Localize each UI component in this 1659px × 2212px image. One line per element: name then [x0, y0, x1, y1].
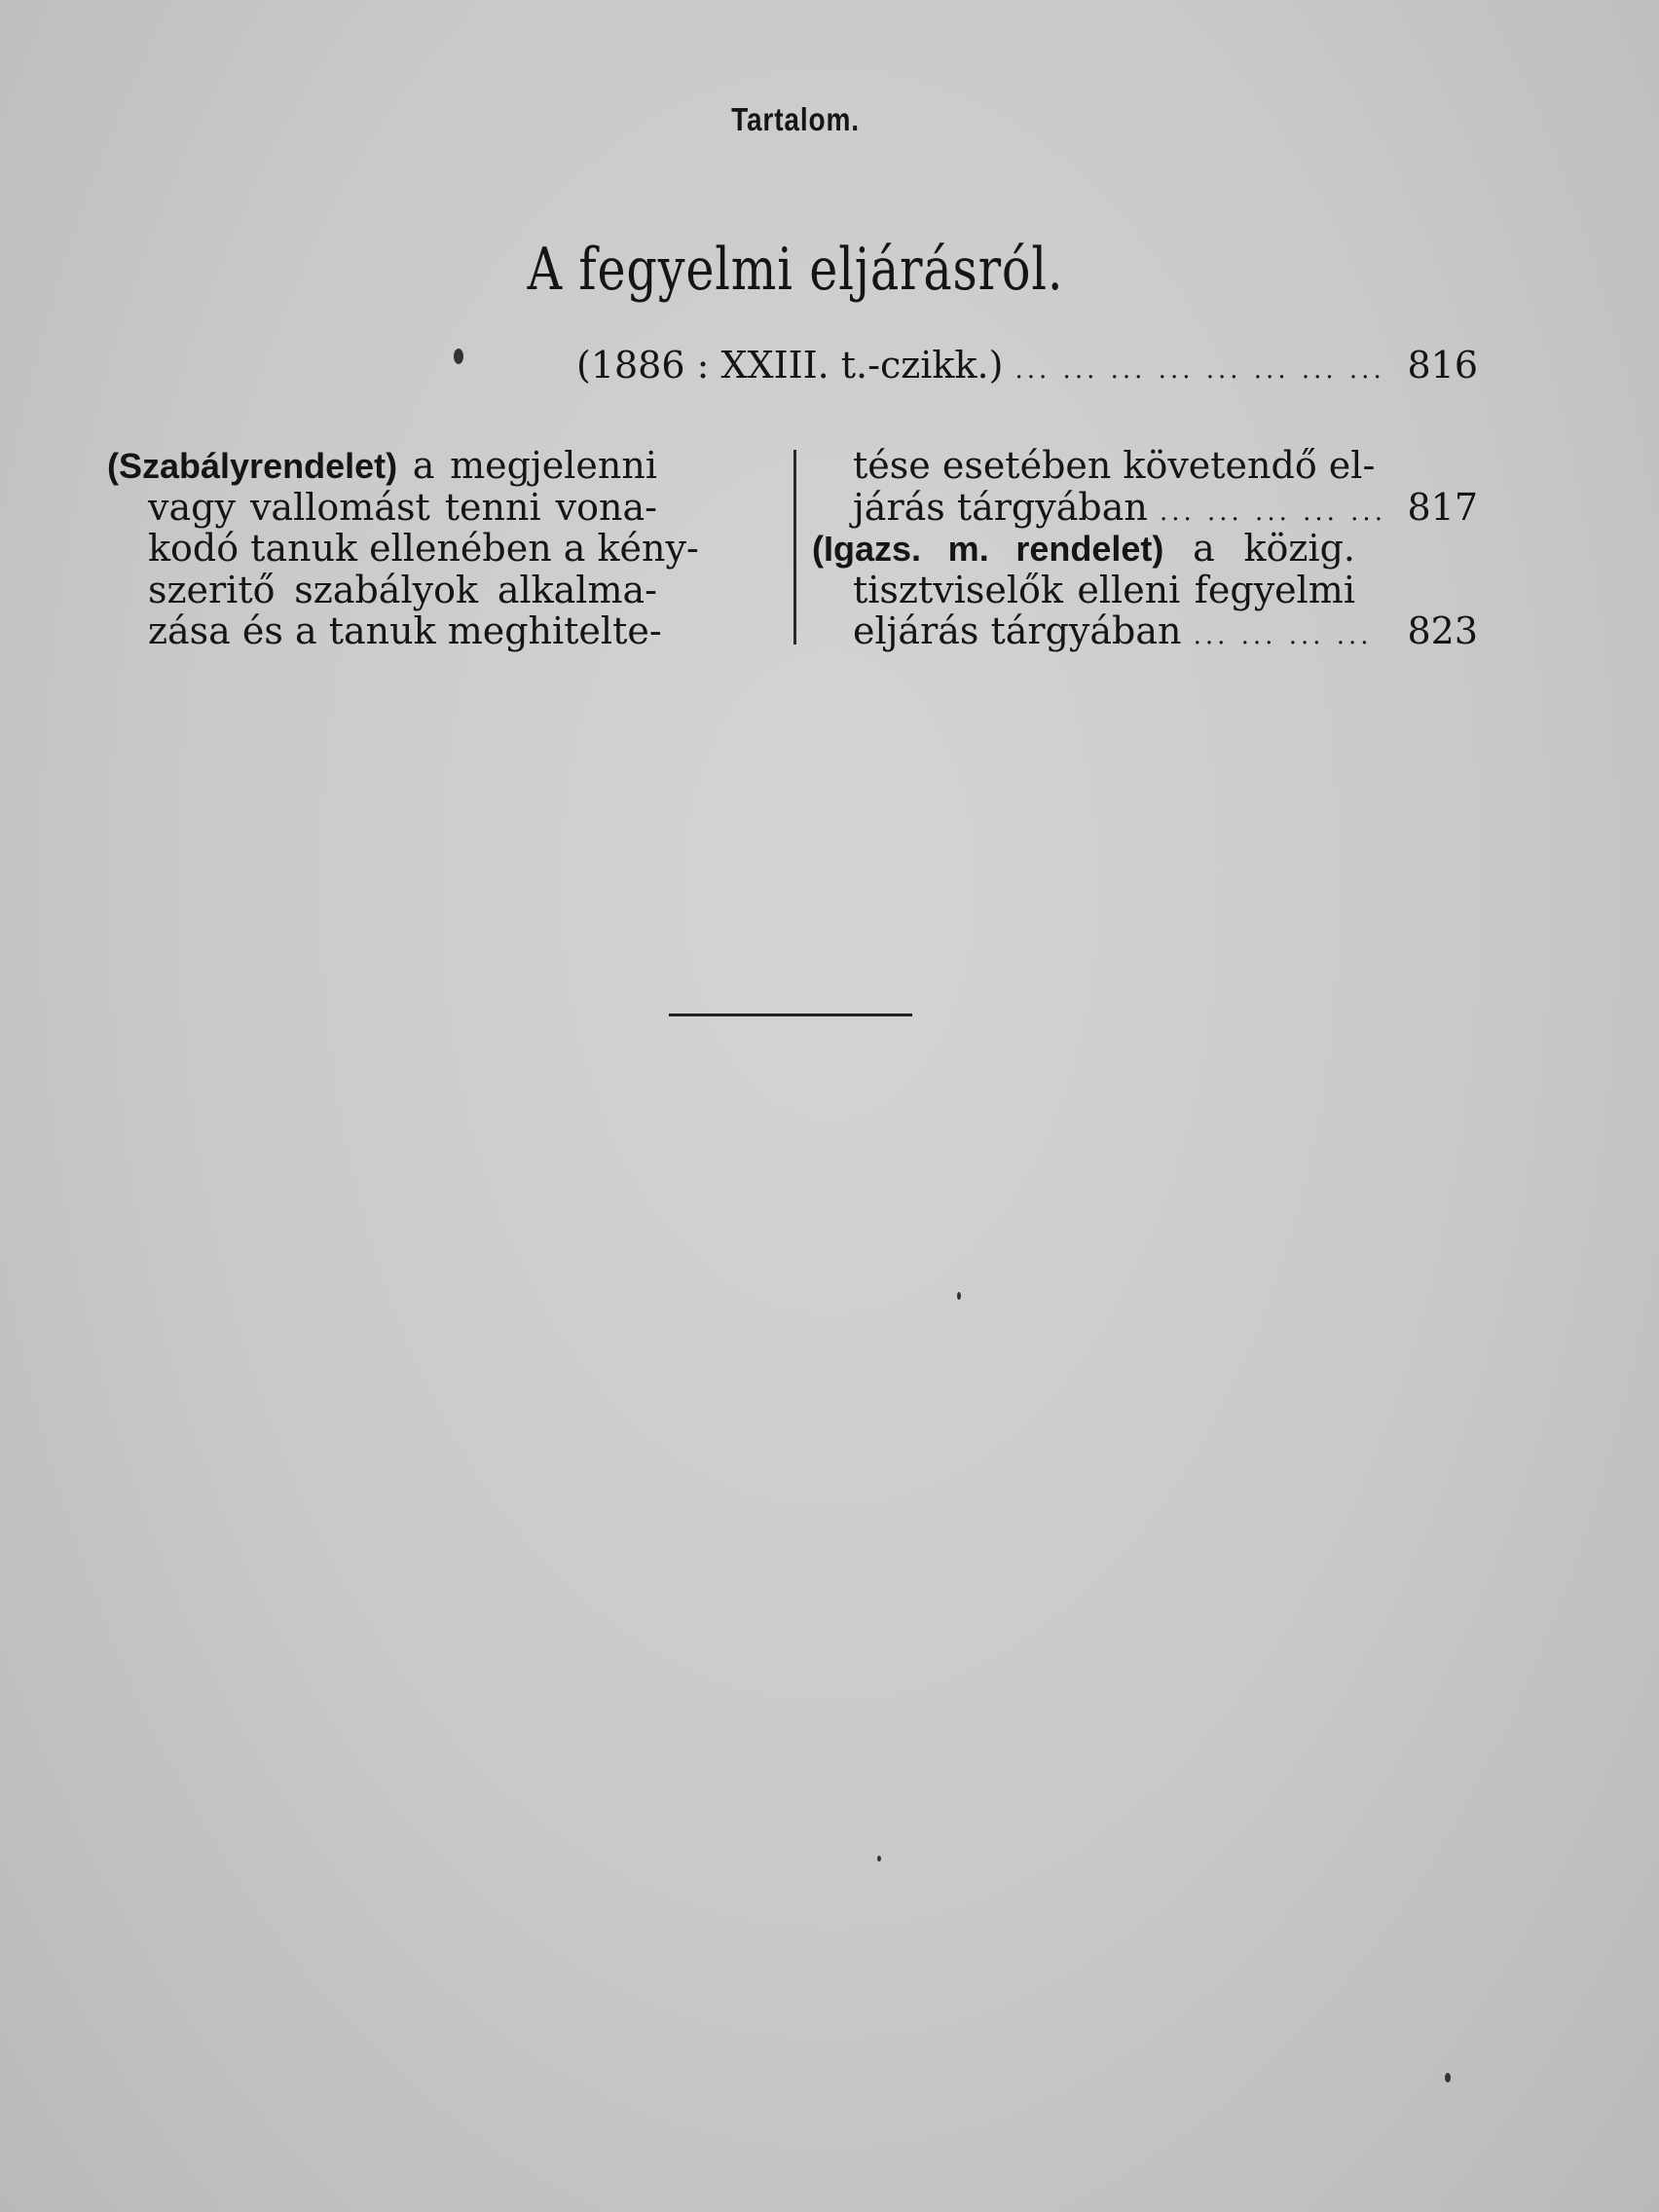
entry1-leader-dots: ... ... ... ... ...	[1159, 498, 1386, 527]
act-label: (1886 : XXIII. t.-czikk.)	[576, 344, 1004, 387]
left-bold-lead: (Szabályrendelet)	[107, 446, 398, 486]
ink-speck	[454, 349, 463, 364]
entry2-leader-dots: ... ... ... ...	[1193, 621, 1373, 650]
right-line-5	[853, 609, 1373, 652]
entry2-label: eljárás tárgyában	[853, 609, 1182, 652]
left-line-3: kodó tanuk ellenében a kény-	[148, 527, 699, 570]
column-divider	[793, 450, 796, 645]
entry2-page-number: 823	[1407, 609, 1478, 652]
left-line-4: szeritő szabályok alkalma-	[148, 569, 657, 611]
ink-speck	[957, 1292, 961, 1300]
closing-rule	[669, 1014, 912, 1016]
act-page-number: 816	[1407, 344, 1478, 387]
act-entry	[576, 344, 1385, 387]
left-line-5: zása és a tanuk meghitelte-	[148, 609, 662, 652]
left-line-1-rest: a megjelenni	[412, 444, 657, 487]
right-line-2	[853, 486, 1386, 529]
right-line-4: tisztviselők elleni fegyelmi	[853, 569, 1355, 611]
section-title: A fegyelmi eljárásról.	[527, 236, 1064, 304]
entry2-bold-lead: (Igazs. m. rendelet)	[812, 529, 1164, 569]
ink-speck	[877, 1856, 881, 1862]
ink-speck	[1445, 2073, 1451, 2083]
right-line-1: tése esetében követendő el-	[853, 444, 1376, 487]
entry1-page-number: 817	[1407, 486, 1478, 529]
act-leader-dots: ... ... ... ... ... ... ... ...	[1014, 355, 1385, 385]
left-line-2: vagy vallomást tenni vona-	[148, 486, 657, 529]
left-line-1	[107, 444, 657, 487]
entry2-line1-rest: a közig.	[1193, 527, 1355, 570]
entry1-label: járás tárgyában	[853, 486, 1148, 529]
page-heading: Tartalom.	[731, 101, 860, 137]
right-line-3	[812, 527, 1355, 570]
